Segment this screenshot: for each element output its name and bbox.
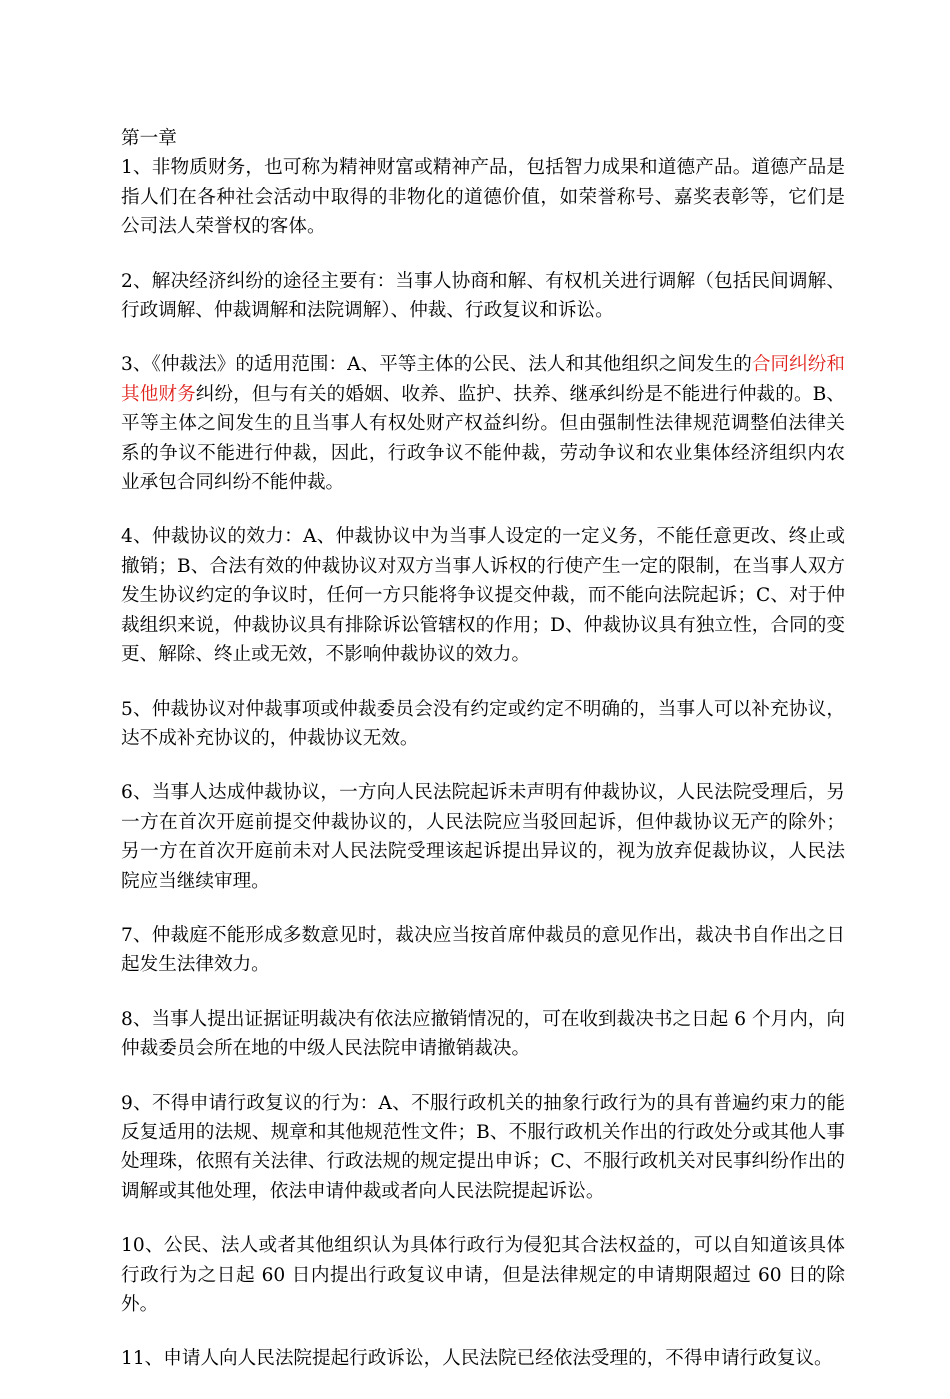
paragraph-10: 10、公民、法人或者其他组织认为具体行政行为侵犯其合法权益的，可以自知道该具体行政行为之日起 60 日内提出行政复议申请，但是法律规定的申请期限超过 60 日的除外。 — [121, 1235, 845, 1315]
paragraph-1: 1、非物质财务，也可称为精神财富或精神产品，包括智力成果和道德产品。道德产品是指人们在各种社会活动中取得的非物化的道德价值，如荣誉称号、嘉奖表彰等，它们是公司法人荣誉权的客体。 — [121, 157, 845, 238]
paragraph-11: 11、申请人向人民法院提起行政诉讼，人民法院已经依法受理的，不得申请行政复议。 — [121, 1348, 833, 1370]
paragraph-9: 9、不得申请行政复议的行为：A、不服行政机关的抽象行政行为的具有普遍约束力的能反复适用的法规、规章和其他规范性文件；B、不服行政机关作出的行政处分或其他人事处理珠，依照有关法律、行政法规的规定提出申诉；C、不服行政机关对民事纠纷作出的调解或其他处理，依法申请仲裁或者向人民法院提起诉讼。 — [121, 1092, 845, 1202]
paragraph-8: 8、当事人提出证据证明裁决有依法应撤销情况的，可在收到裁决书之日起 6 个月内，向仲裁委员会所在地的中级人民法院申请撤销裁决。 — [121, 1008, 845, 1060]
paragraph-3-end: 纠纷，但与有关的婚姻、收养、监护、扶养、继承纠纷是不能进行仲裁的。B、平等主体之间发生的且当事人有权处财产权益纠纷。但由强制性法律规范调整伯法律关系的争议不能进行仲裁，因此，行政争议不能仲裁，劳动争议和农业集体经济组织内农业承包合同纠纷不能仲裁。 — [121, 383, 845, 494]
paragraph-3 — [121, 350, 845, 497]
paragraph-2: 2、解决经济纠纷的途径主要有：当事人协商和解、有权机关进行调解（包括民间调解、行政调解、仲裁调解和法院调解）、仲裁、行政复议和诉讼。 — [121, 270, 845, 322]
document-page — [121, 124, 845, 1399]
paragraph-4: 4、仲裁协议的效力：A、仲裁协议中为当事人设定的一定义务，不能任意更改、终止或撤销；B、合法有效的仲裁协议对双方当事人诉权的行使产生一定的限制，在当事人双方发生协议约定的争议时，任何一方只能将争议提交仲裁，而不能向法院起诉；C、对于仲裁组织来说，仲裁协议具有排除诉讼管辖权的作用；D、仲裁协议具有独立性，合同的变更、解除、终止或无效，不影响仲裁协议的效力。 — [121, 526, 845, 666]
paragraph-5: 5、仲裁协议对仲裁事项或仲裁委员会没有约定或约定不明确的，当事人可以补充协议，达不成补充协议的，仲裁协议无效。 — [121, 698, 845, 749]
highlighted-text: 合同纠纷和其他财务 — [121, 354, 845, 405]
paragraph-7: 7、仲裁庭不能形成多数意见时，裁决应当按首席仲裁员的意见作出，裁决书自作出之日起发生法律效力。 — [121, 924, 845, 976]
paragraph-3-start: 3、《仲裁法》的适用范围：A、平等主体的公民、法人和其他组织之间发生的 — [121, 354, 752, 376]
chapter-title: 第一章 — [121, 128, 177, 149]
paragraph-6: 6、当事人达成仲裁协议，一方向人民法院起诉未声明有仲裁协议，人民法院受理后，另一方在首次开庭前提交仲裁协议的，人民法院应当驳回起诉，但仲裁协议无产的除外；另一方在首次开庭前未对人民法院受理该起诉提出异议的，视为放弃促裁协议，人民法院应当继续审理。 — [121, 782, 845, 892]
